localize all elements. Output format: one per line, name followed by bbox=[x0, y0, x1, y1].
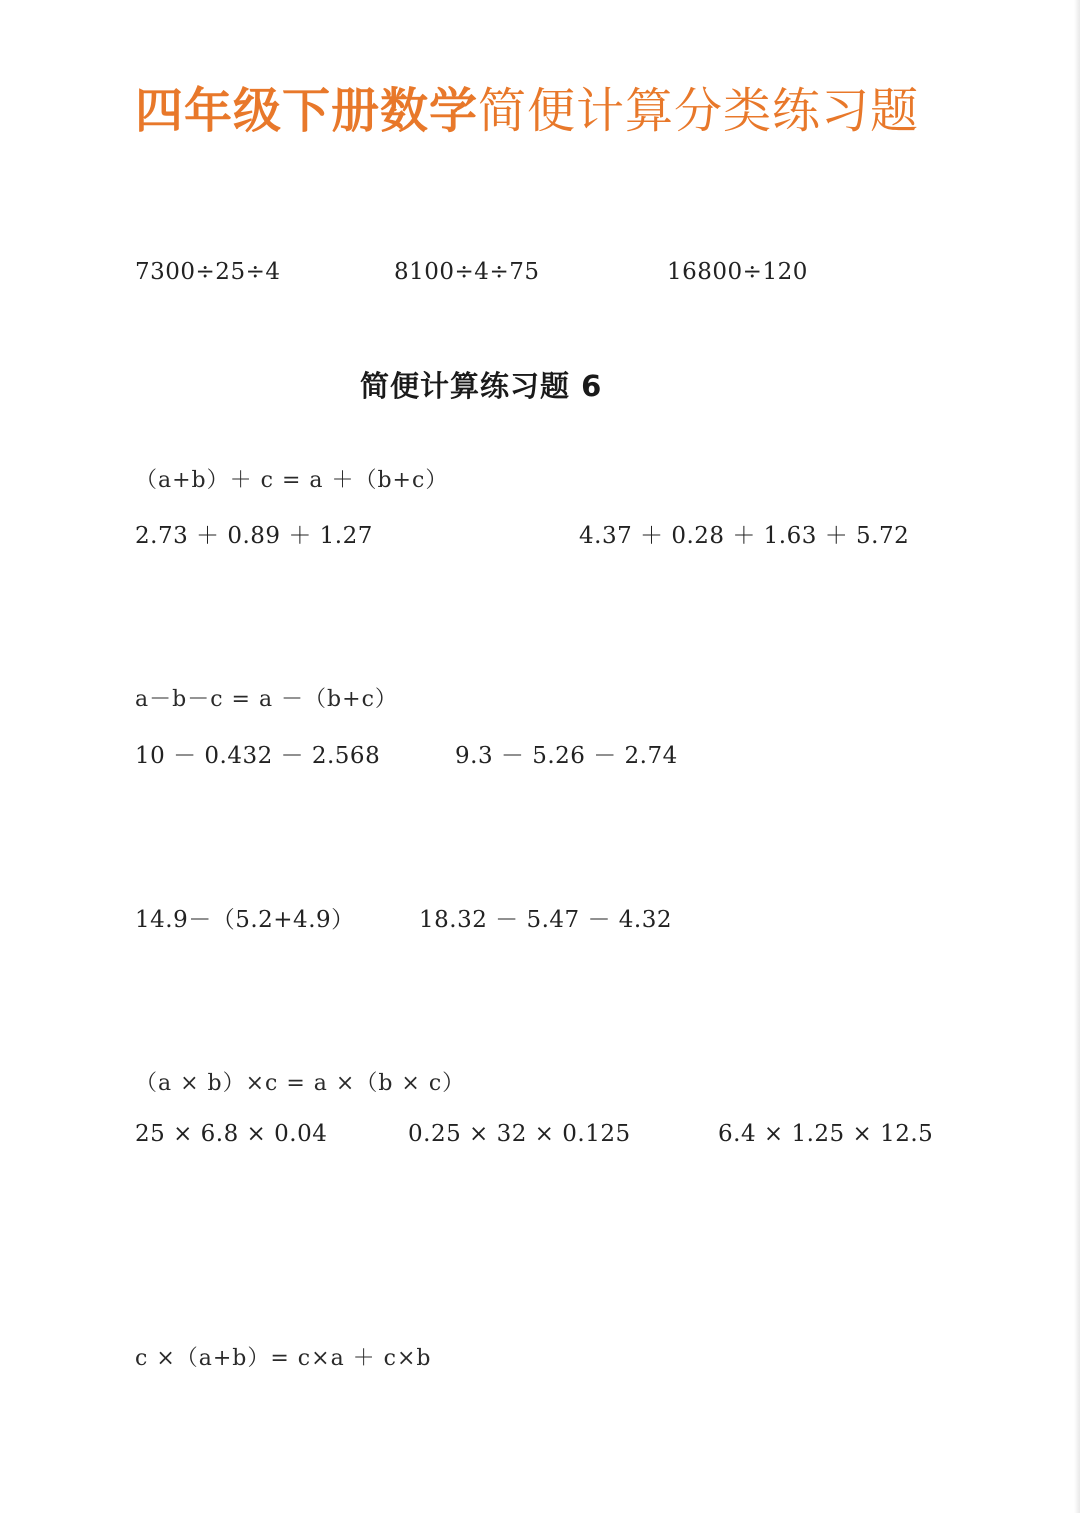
title-light-part: 简便计算分类练习题 bbox=[478, 83, 920, 139]
multiplication-exercise-1: 25 × 6.8 × 0.04 bbox=[135, 1121, 328, 1147]
subtraction-exercise-1: 10 － 0.432 － 2.568 bbox=[135, 743, 381, 769]
division-exercise-1: 7300÷25÷4 bbox=[135, 259, 281, 285]
addition-exercise-2: 4.37 ＋ 0.28 ＋ 1.63 ＋ 5.72 bbox=[579, 523, 910, 549]
subtraction-exercise-3: 14.9－（5.2+4.9） bbox=[135, 907, 355, 933]
addition-formula: （a+b）＋ c = a ＋（b+c） bbox=[135, 468, 449, 493]
addition-exercise-1: 2.73 ＋ 0.89 ＋ 1.27 bbox=[135, 523, 373, 549]
page-edge bbox=[1074, 0, 1080, 1513]
division-exercise-3: 16800÷120 bbox=[667, 259, 808, 285]
division-exercise-2: 8100÷4÷75 bbox=[394, 259, 540, 285]
page-title bbox=[135, 72, 919, 141]
subtraction-formula: a－b－c = a －（b+c） bbox=[135, 687, 398, 712]
multiplication-exercise-3: 6.4 × 1.25 × 12.5 bbox=[718, 1121, 934, 1147]
section-title: 简便计算练习题 6 bbox=[360, 369, 603, 403]
subtraction-exercise-2: 9.3 － 5.26 － 2.74 bbox=[455, 743, 678, 769]
title-bold-part: 四年级下册数学 bbox=[135, 83, 479, 139]
multiplication-formula: （a × b）×c = a ×（b × c） bbox=[135, 1071, 466, 1096]
distributive-formula: c ×（a+b）= c×a ＋ c×b bbox=[135, 1346, 432, 1371]
multiplication-exercise-2: 0.25 × 32 × 0.125 bbox=[408, 1121, 631, 1147]
subtraction-exercise-4: 18.32 － 5.47 － 4.32 bbox=[419, 907, 673, 933]
